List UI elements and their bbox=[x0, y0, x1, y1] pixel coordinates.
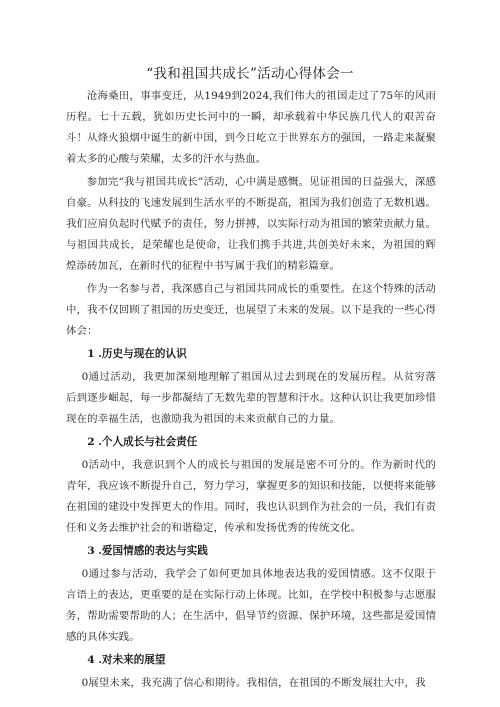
intro-paragraph-3: 作为一名参与者，我深感自己与祖国共同成长的重要性。在这个特殊的活动中，我不仅回顾了祖国的历史变迁，也展望了未来的发展。以下是我的一些心得体会： bbox=[66, 283, 436, 337]
section-text-1: 0通过活动，我更加深刻地理解了祖国从过去到现在的发展历程。从贫穷落后到逐步崛起，每一步都凝结了无数先辈的智慧和汗水。这种认识让我更加珍惜现在的幸福生活，也激励我为祖国的未来贡献自己的力量。 bbox=[66, 371, 436, 425]
section-text-2: 0活动中，我意识到个人的成长与祖国的发展是密不可分的。作为新时代的青年，我应该不断提升自己，努力学习，掌握更多的知识和技能，以便将来能够在祖国的建设中发挥更大的作用。同时，我也认识到作为社会的一员，我们有责任和义务去维护社会的和谐稳定，传承和发扬优秀的传统文化。 bbox=[66, 459, 436, 534]
document-title: “我和祖国共成长”活动心得体会一 bbox=[146, 66, 354, 82]
section-heading-1: 1 .历史与现在的认识 bbox=[87, 348, 187, 360]
section-text-4: 0展望未来，我充满了信心和期待。我相信，在祖国的不断发展壮大中，我 bbox=[81, 677, 426, 689]
section-text-3: 0通过参与活动，我学会了如何更加具体地表达我的爱国情感。这不仅限于言语上的表达，更重要的是在实际行动上体现。比如，在学校中积极参与志愿服务，帮助需要帮助的人；在生活中，倡导节约资源、保护环境，这些都是爱国情感的具体实践。 bbox=[66, 568, 436, 643]
intro-paragraph-1: 沧海桑田，事事变迁，从1949到2024,我们伟大的祖国走过了75年的风雨历程。七十五载，犹如历史长河中的一瞬，却承载着中华民族几代人的艰苦奋斗！从烽火狼烟中诞生的新中国，到今日屹立于世界东方的强国，一路走来凝聚着太多的心酸与荣耀，太多的汗水与热血。 bbox=[66, 90, 436, 165]
intro-paragraph-2: 参加完“我与祖国共成长”活动，心中满是感慨。见证祖国的日益强大，深感自豪。从科技的飞速发展到生活水平的不断提高，祖国为我们创造了无数机遇。我们应肩负起时代赋予的责任，努力拼搏，以实际行动为祖国的繁荣贡献力量。与祖国共成长，是荣耀也是使命，让我们携手共进,共创美好未来，为祖国的辉煌添砖加瓦，在新时代的征程中书写属于我们的精彩篇章。 bbox=[66, 176, 436, 272]
section-heading-2: 2 .个人成长与社会责任 bbox=[87, 436, 198, 448]
section-heading-4: 4 .对未来的展望 bbox=[87, 654, 166, 666]
section-heading-3: 3 .爱国情感的表达与实践 bbox=[87, 545, 208, 557]
document-body bbox=[66, 86, 436, 696]
